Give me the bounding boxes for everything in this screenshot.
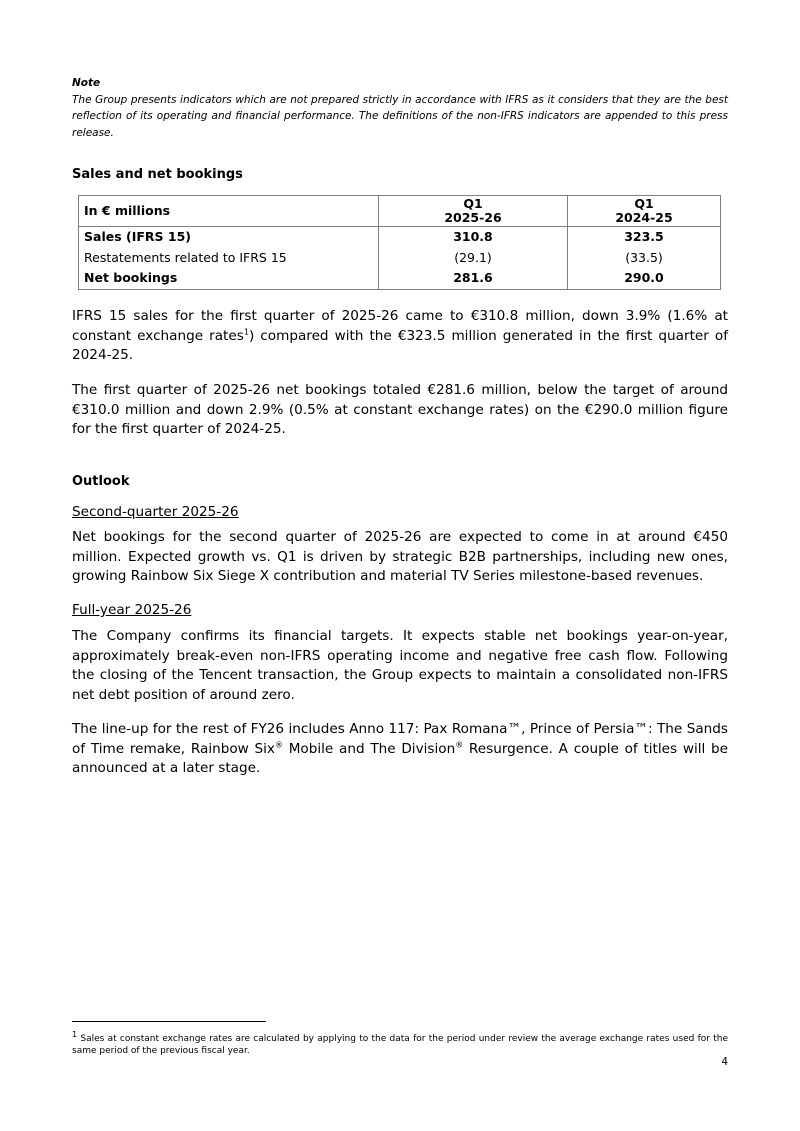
row-label: Sales (IFRS 15) (79, 227, 379, 248)
footnote-divider (72, 1021, 266, 1022)
full-year-paragraph: The Company confirms its financial targets. It expects stable net bookings year-on-year, approximately break-even non-IFRS operating income and negative free cash flow. Following the closing of the Tencent transaction, the Group expects to maintain a consolidated non-IFRS net debt position of around zero. (72, 628, 728, 703)
header-q1-2024-25 (568, 196, 721, 227)
text-span: Resurgence. A couple of titles will be announced at a later stage. (72, 740, 728, 777)
sales-bookings-table (78, 195, 721, 290)
header-line: 2024-25 (615, 210, 673, 225)
row-label: Restatements related to IFRS 15 (79, 248, 379, 269)
table-header-row (79, 196, 721, 227)
header-q1-2025-26 (379, 196, 568, 227)
footnote-ref: 1 (243, 327, 249, 337)
section-heading-outlook: Outlook (72, 474, 130, 489)
lineup-paragraph (72, 720, 728, 779)
footnote (72, 1030, 728, 1057)
text-span: Mobile and The Division (282, 740, 456, 757)
row-value: 323.5 (624, 229, 664, 245)
header-line: Q1 (463, 196, 483, 211)
row-value: 281.6 (379, 268, 568, 289)
row-value: 290.0 (624, 270, 664, 286)
registered-mark: ® (274, 740, 283, 750)
registered-mark: ® (455, 740, 464, 750)
row-value: (29.1) (379, 248, 568, 269)
q2-paragraph: Net bookings for the second quarter of 2025-26 are expected to come in at around €450 million. Expected growth vs. Q1 is driven by strategic B2B partnerships, including new ones, growing Rainbow Six Siege X contribution and material TV Series milestone-based revenues. (72, 529, 728, 585)
header-line: Q1 (634, 196, 654, 211)
text-span: IFRS 15 sales for the first quarter of 2025-26 came to €310.8 million, down 3.9% (1.6% at constant exchange rates (72, 308, 728, 344)
subheading-full-year: Full-year 2025-26 (72, 602, 192, 618)
row-value: (33.5) (625, 249, 663, 265)
note-body: The Group presents indicators which are not prepared strictly in accordance with IFRS as it considers that they are the best reflection of its operating and financial performance. The definitions of the non-IFRS indicators are appended to this press release. (72, 94, 728, 139)
sales-paragraph (72, 307, 728, 366)
table-row (79, 248, 721, 269)
net-bookings-paragraph: The first quarter of 2025-26 net bookings totaled €281.6 million, below the target of around €310.0 million and down 2.9% (0.5% at constant exchange rates) on the €290.0 million figure for the first quarter of 2024-25. (72, 382, 728, 438)
subheading-q2: Second-quarter 2025-26 (72, 504, 239, 520)
footnote-marker: 1 (72, 1030, 78, 1039)
footnote-text: Sales at constant exchange rates are calculated by applying to the data for the period under review the average exchange rates used for the same period of the previous fiscal year. (72, 1034, 728, 1056)
row-label: Net bookings (79, 268, 379, 289)
page-number: 4 (721, 1056, 728, 1068)
row-value: 310.8 (379, 227, 568, 248)
section-heading-sales: Sales and net bookings (72, 167, 243, 182)
text-span: ) compared with the €323.5 million generated in the first quarter of 2024-25. (72, 327, 728, 364)
note-title: Note (72, 77, 101, 89)
header-label: In € millions (79, 196, 379, 227)
table-row (79, 227, 721, 248)
header-line: 2025-26 (444, 210, 502, 225)
table-row (79, 268, 721, 289)
text-span: The line-up for the rest of FY26 includes Anno 117: Pax Romana™, Prince of Persia™: The Sands of Time remake, Rainbow Six (72, 721, 728, 757)
